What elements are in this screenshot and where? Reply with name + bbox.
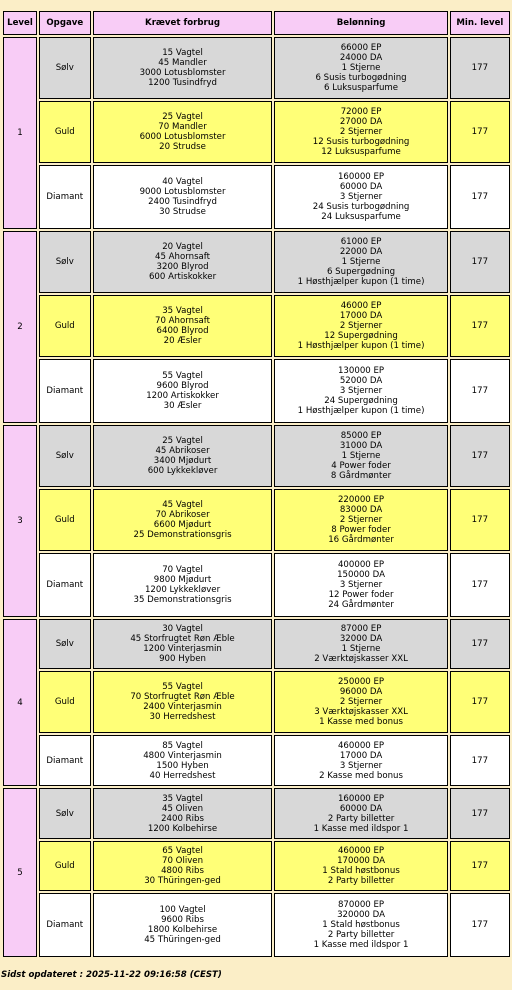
reward-item: 32000 DA: [339, 634, 383, 644]
required-item: 9000 Lotusblomster: [139, 187, 226, 197]
reward-item: 72000 EP: [340, 107, 382, 117]
required-item: 1200 Artiskokker: [146, 391, 219, 401]
reward-item: 320000 DA: [337, 910, 385, 920]
required-item: 35 Vagtel: [162, 306, 203, 316]
min-level-cell: 177: [450, 295, 510, 357]
reward-item: 46000 EP: [340, 301, 382, 311]
reward-item: 8 Gårdmønter: [330, 471, 392, 481]
reward-item: 8 Power foder: [331, 525, 391, 535]
required-item: 1800 Kolbehirse: [147, 925, 218, 935]
required-item: 45 Ahornsaft: [154, 252, 211, 262]
reward-cell: [274, 893, 447, 957]
required-cell: [93, 671, 273, 733]
reward-item: 17000 DA: [339, 750, 383, 761]
reward-item: 61000 EP: [340, 237, 382, 247]
last-updated: Sidst opdateret : 2025-11-22 09:16:58 (CEST): [1, 970, 222, 980]
required-item: 45 Abrikoser: [155, 446, 210, 456]
reward-item: 6 Luksusparfume: [324, 83, 399, 93]
reward-item: 12 Supergødning: [324, 331, 398, 341]
min-level-cell: 177: [450, 165, 510, 229]
table-row: [3, 165, 510, 229]
reward-cell: [274, 37, 447, 99]
required-item: 900 Hyben: [159, 654, 206, 664]
required-item: 30 Thüringen-ged: [144, 876, 221, 886]
reward-item: 2 Stjerner: [339, 515, 383, 525]
reward-item: 24 Supergødning: [324, 396, 398, 406]
required-item: 25 Vagtel: [162, 436, 203, 446]
required-item: 100 Vagtel: [159, 905, 206, 915]
reward-item: 66000 EP: [340, 43, 382, 53]
required-cell: [93, 359, 273, 423]
required-item: 45 Thüringen-ged: [144, 935, 221, 945]
table-row: [3, 231, 510, 293]
required-item: 1200 Kolbehirse: [147, 823, 218, 834]
reward-item: 400000 EP: [337, 560, 385, 570]
required-cell: [93, 231, 273, 293]
reward-item: 1 Høsthjælper kupon (1 time): [297, 277, 425, 287]
table-row: [3, 841, 510, 891]
required-cell: [93, 893, 273, 957]
reward-cell: [274, 359, 447, 423]
required-item: 2400 Vinterjasmin: [143, 702, 222, 712]
min-level-cell: 177: [450, 893, 510, 957]
required-item: 2400 Ribs: [161, 813, 204, 824]
required-item: 4800 Vinterjasmin: [143, 750, 222, 761]
required-item: 20 Æsler: [163, 336, 202, 346]
required-item: 6400 Blyrod: [156, 326, 209, 336]
min-level-cell: 177: [450, 359, 510, 423]
required-item: 4800 Ribs: [161, 866, 204, 876]
reward-item: 1 Kasse med ildspor 1: [313, 940, 409, 950]
reward-item: 150000 DA: [337, 570, 385, 580]
required-item: 30 Strudse: [159, 207, 206, 217]
reward-item: 96000 DA: [339, 687, 383, 697]
required-item: 1200 Lykkekløver: [144, 585, 221, 595]
level-cell: 1: [3, 37, 37, 229]
header-row: [3, 11, 510, 35]
required-item: 70 Vagtel: [162, 565, 203, 575]
header-level: Level: [3, 11, 37, 35]
reward-item: 1 Stald høstbonus: [322, 920, 400, 930]
task-cell: Diamant: [39, 893, 91, 957]
task-cell: Diamant: [39, 165, 91, 229]
task-cell: Diamant: [39, 735, 91, 786]
reward-item: 17000 DA: [339, 311, 383, 321]
required-cell: [93, 619, 273, 669]
reward-item: 2 Party billetter: [327, 876, 395, 886]
reward-item: 160000 EP: [337, 793, 385, 804]
table-row: [3, 359, 510, 423]
reward-item: 2 Stjerner: [339, 697, 383, 707]
task-cell: Diamant: [39, 359, 91, 423]
required-item: 1200 Tusindfryd: [148, 78, 217, 88]
table-row: [3, 553, 510, 617]
required-item: 25 Demonstrationsgris: [133, 530, 232, 540]
required-item: 3200 Blyrod: [156, 262, 209, 272]
required-item: 9800 Mjødurt: [153, 575, 212, 585]
task-cell: Sølv: [39, 231, 91, 293]
min-level-cell: 177: [450, 101, 510, 163]
reward-item: 170000 DA: [337, 856, 385, 866]
reward-item: 27000 DA: [339, 117, 383, 127]
min-level-cell: 177: [450, 788, 510, 839]
required-item: 45 Mandler: [158, 58, 207, 68]
reward-item: 1 Stald høstbonus: [322, 866, 400, 876]
reward-item: 220000 EP: [337, 495, 385, 505]
required-item: 600 Lykkekløver: [147, 466, 218, 476]
reward-item: 6 Supergødning: [326, 267, 396, 277]
required-item: 600 Artiskokker: [148, 272, 217, 282]
rewards-table: [1, 9, 512, 959]
reward-item: 160000 EP: [337, 172, 385, 182]
required-item: 45 Oliven: [162, 803, 204, 814]
required-item: 40 Vagtel: [162, 177, 203, 187]
reward-item: 12 Power foder: [328, 590, 394, 600]
required-item: 65 Vagtel: [162, 846, 203, 856]
level-cell: 3: [3, 425, 37, 617]
min-level-cell: 177: [450, 425, 510, 487]
reward-item: 2 Party billetter: [327, 813, 395, 824]
table-row: [3, 893, 510, 957]
required-cell: [93, 553, 273, 617]
reward-cell: [274, 671, 447, 733]
reward-cell: [274, 489, 447, 551]
task-cell: Guld: [39, 671, 91, 733]
required-item: 70 Abrikoser: [155, 510, 210, 520]
task-cell: Guld: [39, 295, 91, 357]
reward-item: 1 Høsthjælper kupon (1 time): [297, 341, 425, 351]
reward-item: 12 Susis turbogødning: [312, 137, 410, 147]
table-row: [3, 295, 510, 357]
min-level-cell: 177: [450, 619, 510, 669]
reward-item: 4 Power foder: [331, 461, 391, 471]
reward-item: 1 Kasse med ildspor 1: [313, 823, 409, 834]
reward-item: 1 Høsthjælper kupon (1 time): [297, 406, 425, 416]
table-wrapper: [1, 9, 512, 959]
header-task: Opgave: [39, 11, 91, 35]
required-cell: [93, 295, 273, 357]
reward-item: 460000 EP: [337, 740, 385, 751]
level-cell: 2: [3, 231, 37, 423]
reward-cell: [274, 553, 447, 617]
reward-item: 1 Stjerne: [341, 451, 381, 461]
reward-item: 3 Stjerner: [339, 386, 383, 396]
required-item: 25 Vagtel: [162, 112, 203, 122]
required-item: 15 Vagtel: [162, 48, 203, 58]
reward-item: 3 Stjerner: [339, 580, 383, 590]
reward-cell: [274, 735, 447, 786]
reward-cell: [274, 788, 447, 839]
task-cell: Sølv: [39, 425, 91, 487]
required-item: 3400 Mjødurt: [153, 456, 212, 466]
reward-item: 2 Stjerner: [339, 321, 383, 331]
required-item: 70 Oliven: [162, 856, 204, 866]
required-item: 70 Storfrugtet Røn Æble: [130, 692, 235, 702]
required-item: 85 Vagtel: [162, 740, 203, 751]
reward-item: 24 Susis turbogødning: [312, 202, 410, 212]
reward-cell: [274, 101, 447, 163]
required-item: 45 Vagtel: [162, 500, 203, 510]
task-cell: Sølv: [39, 37, 91, 99]
task-cell: Sølv: [39, 619, 91, 669]
required-cell: [93, 841, 273, 891]
min-level-cell: 177: [450, 231, 510, 293]
table-row: [3, 788, 510, 839]
required-item: 1200 Vinterjasmin: [143, 644, 222, 654]
header-required: Krævet forbrug: [93, 11, 273, 35]
table-row: [3, 619, 510, 669]
reward-item: 60000 DA: [339, 182, 383, 192]
reward-item: 87000 EP: [340, 624, 382, 634]
required-item: 55 Vagtel: [162, 682, 203, 692]
required-item: 9600 Blyrod: [156, 381, 209, 391]
reward-item: 85000 EP: [340, 431, 382, 441]
reward-item: 250000 EP: [337, 677, 385, 687]
required-item: 30 Æsler: [163, 401, 202, 411]
table-row: [3, 101, 510, 163]
level-cell: 4: [3, 619, 37, 786]
required-cell: [93, 37, 273, 99]
required-item: 6000 Lotusblomster: [139, 132, 226, 142]
table-row: [3, 37, 510, 99]
required-item: 70 Mandler: [158, 122, 207, 132]
required-item: 30 Herredshest: [149, 712, 216, 722]
reward-item: 3 Værktøjskasser XXL: [314, 707, 408, 717]
required-item: 2400 Tusindfryd: [148, 197, 217, 207]
level-cell: 5: [3, 788, 37, 957]
reward-item: 1 Stjerne: [341, 63, 381, 73]
reward-item: 130000 EP: [337, 366, 385, 376]
reward-item: 12 Luksusparfume: [321, 147, 401, 157]
reward-cell: [274, 841, 447, 891]
reward-item: 2 Kasse med bonus: [319, 770, 403, 781]
required-cell: [93, 101, 273, 163]
required-cell: [93, 735, 273, 786]
required-item: 45 Storfrugtet Røn Æble: [130, 634, 235, 644]
table-body: [3, 37, 510, 957]
required-item: 40 Herredshest: [149, 770, 216, 781]
reward-item: 1 Stjerne: [341, 644, 381, 654]
min-level-cell: 177: [450, 37, 510, 99]
reward-item: 16 Gårdmønter: [328, 535, 394, 545]
table-row: [3, 425, 510, 487]
reward-item: 83000 DA: [339, 505, 383, 515]
required-cell: [93, 425, 273, 487]
table-row: [3, 489, 510, 551]
reward-cell: [274, 425, 447, 487]
required-item: 20 Strudse: [159, 142, 206, 152]
task-cell: Guld: [39, 489, 91, 551]
task-cell: Sølv: [39, 788, 91, 839]
reward-item: 3 Stjerner: [339, 192, 383, 202]
min-level-cell: 177: [450, 841, 510, 891]
task-cell: Diamant: [39, 553, 91, 617]
reward-item: 1 Kasse med bonus: [319, 717, 403, 727]
reward-item: 460000 EP: [337, 846, 385, 856]
min-level-cell: 177: [450, 489, 510, 551]
header-reward: Belønning: [274, 11, 447, 35]
task-cell: Guld: [39, 101, 91, 163]
min-level-cell: 177: [450, 735, 510, 786]
reward-item: 24 Gårdmønter: [328, 600, 394, 610]
required-item: 70 Ahornsaft: [154, 316, 211, 326]
required-item: 35 Demonstrationsgris: [133, 595, 232, 605]
required-item: 20 Vagtel: [162, 242, 203, 252]
required-item: 55 Vagtel: [162, 371, 203, 381]
reward-cell: [274, 619, 447, 669]
reward-item: 2 Stjerner: [339, 127, 383, 137]
header-min-level: Min. level: [450, 11, 510, 35]
reward-item: 870000 EP: [337, 900, 385, 910]
reward-item: 2 Party billetter: [327, 930, 395, 940]
required-item: 3000 Lotusblomster: [139, 68, 226, 78]
required-item: 30 Vagtel: [162, 624, 203, 634]
reward-item: 3 Stjerner: [339, 760, 383, 771]
required-item: 1500 Hyben: [156, 760, 209, 771]
reward-item: 6 Susis turbogødning: [315, 73, 407, 83]
reward-cell: [274, 295, 447, 357]
reward-cell: [274, 165, 447, 229]
min-level-cell: 177: [450, 671, 510, 733]
reward-item: 2 Værktøjskasser XXL: [314, 654, 408, 664]
table-row: [3, 735, 510, 786]
reward-item: 31000 DA: [339, 441, 383, 451]
required-cell: [93, 788, 273, 839]
reward-item: 22000 DA: [339, 247, 383, 257]
required-cell: [93, 165, 273, 229]
reward-item: 24 Luksusparfume: [321, 212, 401, 222]
reward-item: 60000 DA: [339, 803, 383, 814]
required-item: 35 Vagtel: [162, 793, 203, 804]
required-item: 9600 Ribs: [161, 915, 204, 925]
task-cell: Guld: [39, 841, 91, 891]
min-level-cell: 177: [450, 553, 510, 617]
reward-item: 24000 DA: [339, 53, 383, 63]
reward-item: 1 Stjerne: [341, 257, 381, 267]
required-item: 6600 Mjødurt: [153, 520, 212, 530]
reward-item: 52000 DA: [339, 376, 383, 386]
reward-cell: [274, 231, 447, 293]
required-cell: [93, 489, 273, 551]
table-row: [3, 671, 510, 733]
